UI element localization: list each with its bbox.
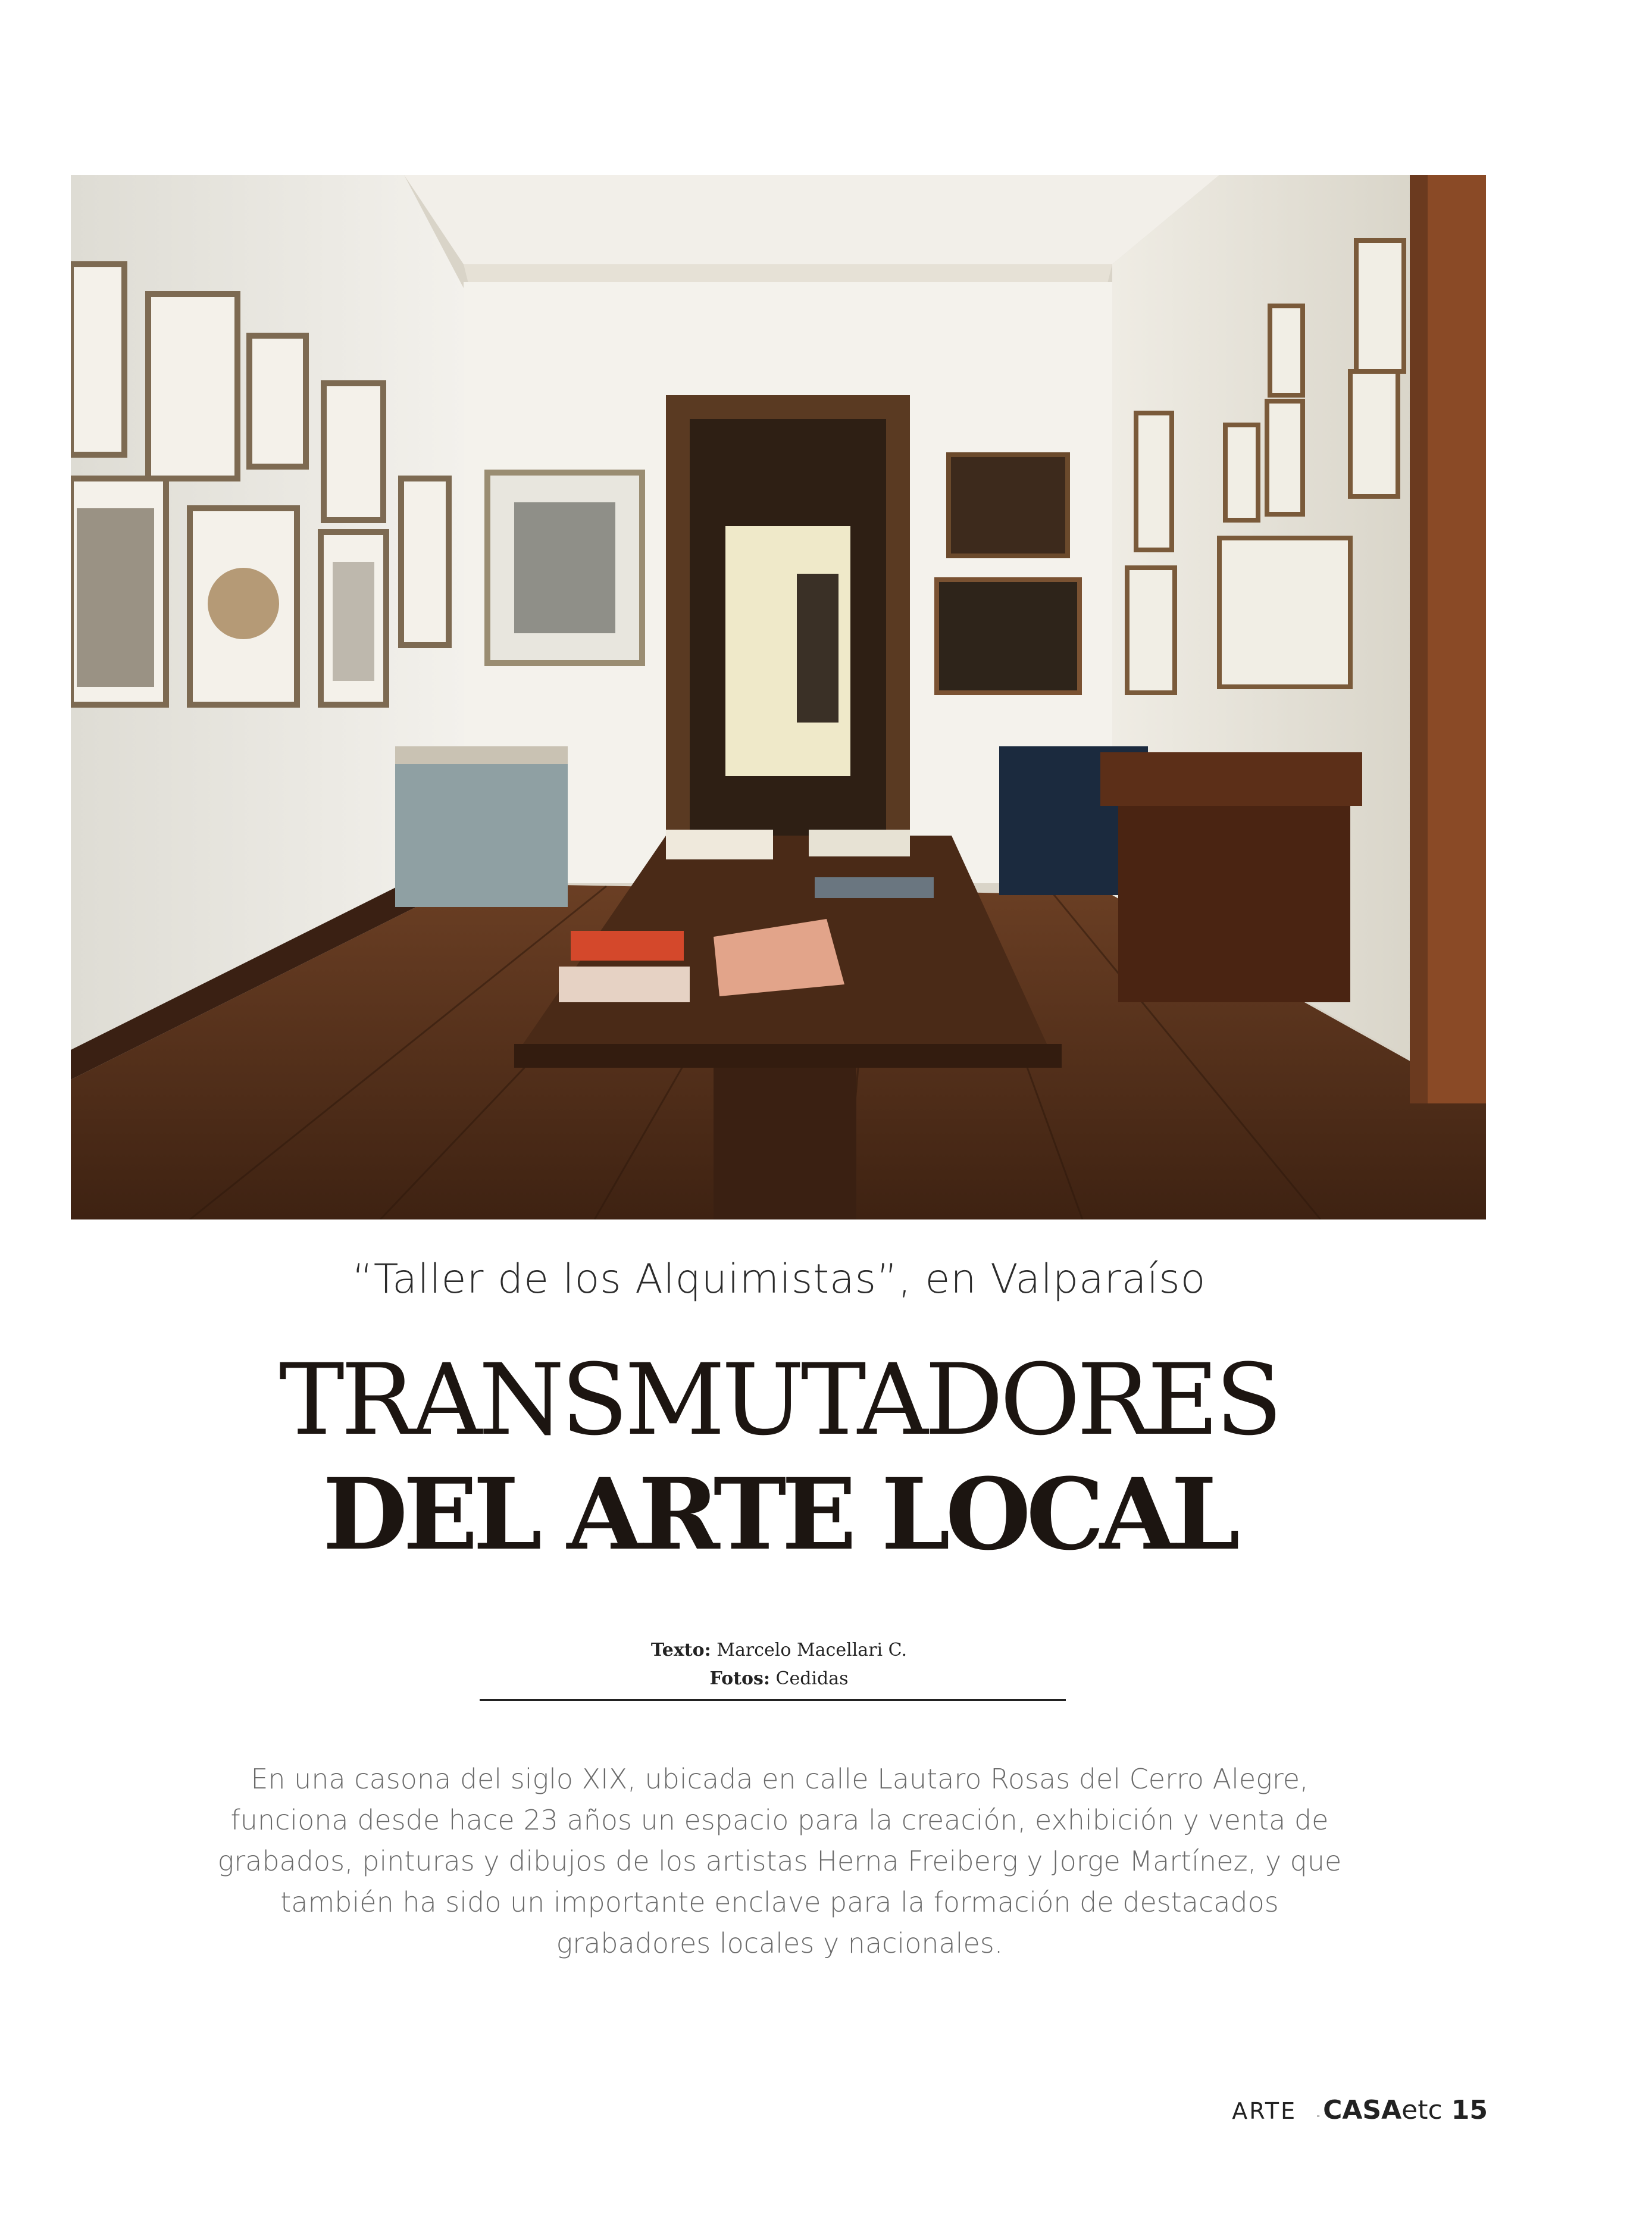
article-title-line-2: DEL ARTE LOCAL [323,1456,1235,1572]
article-lead: En una casona del siglo XIX, ubicada en calle Lautaro Rosas del Cerro Alegre, funciona desde hace 23 años un espacio para la creación, exhibición y venta de grabados, pinturas y dibujos de los artistas Herna Freiberg y Jorge Martínez, y que también ha sido un importante enclave para la formación de destacados grabadores locales y nacionales. [217,1763,1342,1959]
article-subtitle: “Taller de los Alquimistas”, en Valparaíso [352,1256,1206,1303]
folio-section: ARTE [1232,2098,1297,2124]
gallery-photo-illustration [71,175,1486,1219]
credit-text-label: Texto: [650,1640,711,1661]
folio-brand-bold: CASA [1323,2095,1402,2125]
page-folio [1232,2095,1488,2125]
folio-separator: - [1316,2110,1320,2121]
credits-divider [480,1699,1066,1701]
credit-text [0,1640,1558,1661]
credit-photos-source: Cedidas [775,1668,849,1689]
credit-photos [0,1668,1558,1689]
folio-brand-light: etc [1401,2095,1443,2125]
gallery-interior-photo [71,175,1486,1219]
credit-text-author: Marcelo Macellari C. [717,1640,908,1661]
credit-photos-label: Fotos: [709,1668,770,1689]
folio-page-number: 15 [1451,2095,1488,2125]
article-title-line-1: TRANSMUTADORES [279,1343,1279,1457]
